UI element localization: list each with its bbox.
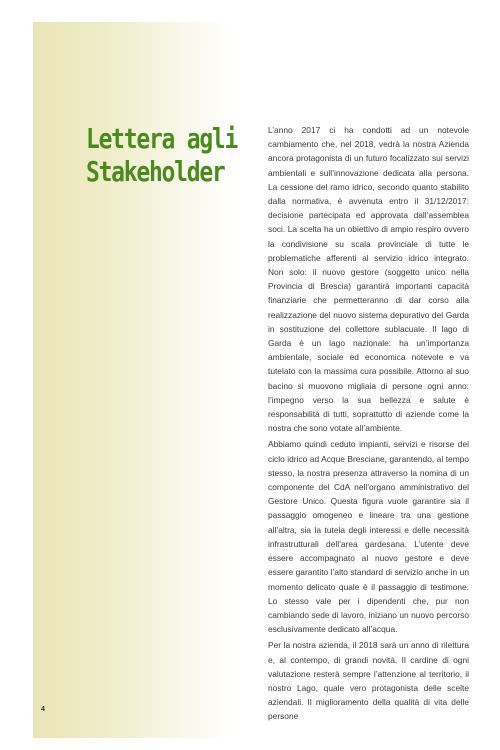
page-number: 4 [41,706,45,713]
paragraph-1: L’anno 2017 ci ha condotti ad un notevole cambiamento che, nel 2018, vedrà la nostra Azienda ancora protagonista di un futuro focalizzato sui servizi ambientali e sull’innovazione dedicata alla persona. La cessione del ramo idrico, secondo quanto stabilito dalla normativa, è avvenuta entro il 31/12/2017: decisione partecipata ed approvata dall’assemblea soci. La scelta ha un obiettivo di ampio respiro ovvero la condivisione su scala provinciale di tutte le problematiche afferenti al servizio idrico integrato. Non solo: il nuovo gestore (soggetto unico nella Provincia di Brescia) garantirà importanti capacità finanziarie che permetteranno di dar corso alla realizzazione del nuovo sistema depurativo del Garda in sostituzione del collettore sublacuale. Il lago di Garda è un lago nazionale: ha un’importanza ambientale, sociale ed economica notevole e va tutelato con la massima cura possibile. Attorno al suo bacino si muovono migliaia di persone ogni anno: l’impegno verso la sua bellezza e salute è responsabilità di tutti, soprattutto di aziende come la nostra che sono votate all’ambiente. [268,125,469,434]
page-title-line-2: Stakeholder [86,155,225,188]
letter-body [268,123,469,726]
paragraph-3: Per la nostra azienda, il 2018 sarà un anno di rilettura e, al contempo, di grandi novità. Il cardine di ogni valutazione resterà sempre l’attenzione al territorio, il nostro Lago, quale vero protagonista delle scelte aziendali. Il miglioramento della qualità di vita delle persone [268,640,469,722]
page-title [86,122,238,188]
paragraph-2: Abbiamo quindi ceduto impianti, servizi e risorse del ciclo idrico ad Acque Bresciane, garantendo, al tempo stesso, la nostra presenza attraverso la nomina di un componente del CdA nell’organo amministrativo del Gestore Unico. Questa figura vuole garantire sia il passaggio omogeneo e lineare tra una gestione all’altra, sia la tutela degli interessi e delle necessità infrastrutturali dell’area gardesana. L’utente deve essere accompagnato al nuovo gestore e deve essere garantito l’alto standard di servizio anche in un momento delicato quale è il passaggio di testimone. Lo stesso vale per i dipendenti che, pur non cambiando sede di lavoro, iniziano un nuovo percorso esclusivamente dedicato all’acqua. [268,439,469,635]
page-title-line-1: Lettera agli [86,122,238,155]
